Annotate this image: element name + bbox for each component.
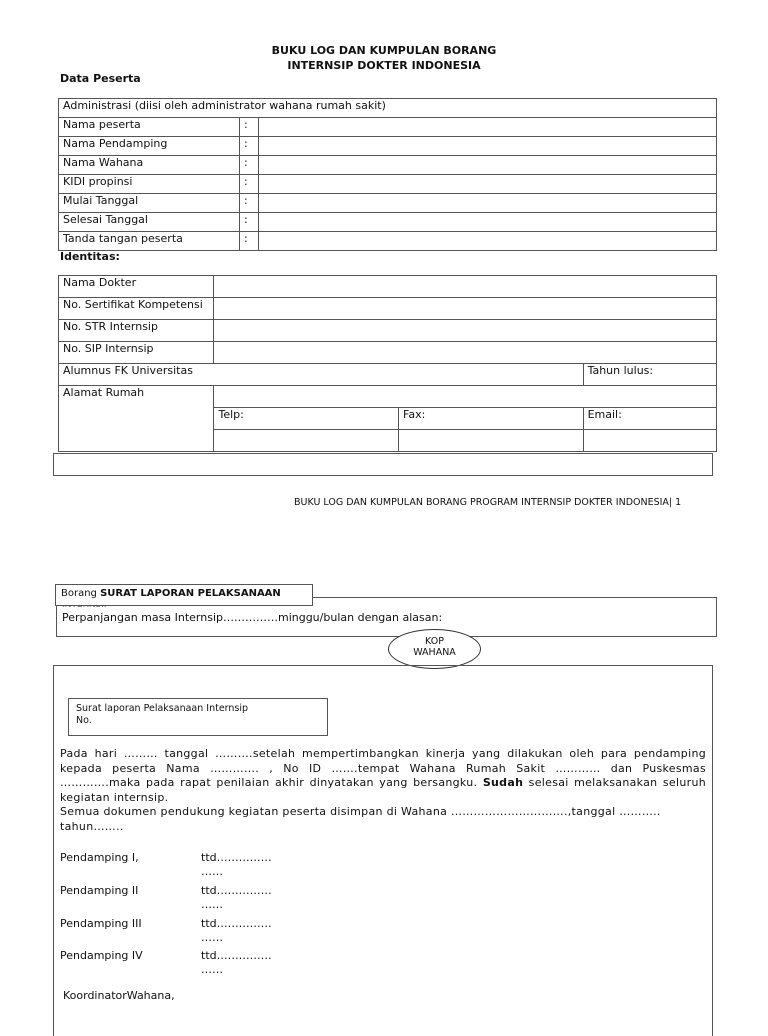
row-value-field[interactable] [259, 118, 717, 137]
surat-box-line2: No. [76, 715, 92, 726]
pendamping-ttd: ttd…………… [201, 949, 272, 962]
surat-laporan-box [68, 698, 328, 736]
koordinator-label: KoordinatorWahana, [63, 989, 175, 1002]
telp-field[interactable] [214, 430, 399, 452]
row-label: No. SIP Internsip [59, 342, 214, 364]
pendamping-ttd: ttd…………… [201, 884, 272, 897]
row-separator: : [240, 156, 259, 175]
borang-title: SURAT LAPORAN PELAKSANAAN [100, 588, 281, 599]
table-row [59, 276, 717, 298]
email-label: Email: [583, 408, 716, 430]
alamat-label: Alamat Rumah [59, 386, 214, 452]
row-label: Selesai Tanggal [59, 213, 240, 232]
pendamping-label: Pendamping IV [60, 949, 143, 962]
email-field[interactable] [583, 430, 716, 452]
row-label: Tanda tangan peserta [59, 232, 240, 251]
page-footer: BUKU LOG DAN KUMPULAN BORANG PROGRAM INTERNSIP DOKTER INDONESIA| 1 [294, 497, 682, 508]
kop-wahana-oval [388, 629, 481, 669]
table-row [59, 213, 717, 232]
row-label: Nama Wahana [59, 156, 240, 175]
row-separator: : [240, 175, 259, 194]
telp-label: Telp: [214, 408, 399, 430]
row-label: No. STR Internsip [59, 320, 214, 342]
document-title-line1: BUKU LOG DAN KUMPULAN BORANG [271, 44, 497, 57]
admin-row: Administrasi (diisi oleh administrator wahana rumah sakit) [59, 99, 717, 118]
table-row [59, 232, 717, 251]
row-value-field[interactable] [259, 137, 717, 156]
row-value-field[interactable] [214, 298, 717, 320]
row-value-field[interactable] [259, 213, 717, 232]
row-label: Nama Pendamping [59, 137, 240, 156]
pendamping-ttd: ttd…………… [201, 917, 272, 930]
empty-box [53, 453, 713, 476]
document-title-line2: INTERNSIP DOKTER INDONESIA [287, 59, 481, 72]
perpanjangan-text: Perpanjangan masa Internsip……………minggu/bulan dengan alasan: [62, 611, 443, 624]
data-peserta-heading: Data Peserta [60, 72, 141, 85]
paragraph-line: kepada peserta Nama …………. , No ID …….tempat Wahana Rumah Sakit ………… dan Puskesmas [60, 761, 706, 775]
table-row [59, 364, 717, 386]
table-row [59, 175, 717, 194]
table-row [59, 194, 717, 213]
identitas-table [58, 275, 717, 452]
row-separator: : [240, 232, 259, 251]
kop-line2: WAHANA [413, 647, 456, 658]
pendamping-dots: …… [201, 931, 223, 944]
paragraph-line: tahun…….. [60, 819, 124, 833]
row-label: KIDI propinsi [59, 175, 240, 194]
borang-prefix: Borang [61, 588, 101, 599]
identitas-heading: Identitas: [60, 250, 120, 263]
table-row [59, 118, 717, 137]
pendamping-label: Pendamping II [60, 884, 139, 897]
paragraph-line: Semua dokumen pendukung kegiatan peserta disimpan di Wahana ………………………….,tanggal ……….. [60, 805, 661, 818]
row-label: Nama peserta [59, 118, 240, 137]
borang-title-box [55, 584, 313, 606]
alamat-field[interactable] [214, 386, 717, 408]
row-label: No. Sertifikat Kompetensi [59, 298, 214, 320]
row-value-field[interactable] [259, 156, 717, 175]
table-row [59, 298, 717, 320]
row-value-field[interactable] [259, 194, 717, 213]
row-label: Mulai Tanggal [59, 194, 240, 213]
row-separator: : [240, 213, 259, 232]
row-label: Nama Dokter [59, 276, 214, 298]
row-value-field[interactable] [214, 342, 717, 364]
row-value-field[interactable] [259, 175, 717, 194]
row-separator: : [240, 194, 259, 213]
tahun-lulus-label: Tahun lulus: [583, 364, 716, 386]
row-value-field[interactable] [259, 232, 717, 251]
row-value-field[interactable] [214, 276, 717, 298]
pendamping-label: Pendamping III [60, 917, 142, 930]
surat-box-line1: Surat laporan Pelaksanaan Internsip [76, 703, 249, 714]
pendamping-label: Pendamping I, [60, 851, 139, 864]
data-peserta-table [58, 98, 717, 251]
table-row [59, 137, 717, 156]
alumnus-label: Alumnus FK Universitas [59, 364, 584, 386]
paragraph-line: Pada hari ……… tanggal ……….setelah mempertimbangkan kinerja yang dilakukan oleh para pendamping [60, 747, 706, 760]
table-row [59, 386, 717, 408]
table-row [59, 320, 717, 342]
paragraph-line: kegiatan internsip. [60, 790, 169, 804]
table-row [59, 156, 717, 175]
fax-field[interactable] [399, 430, 584, 452]
pendamping-dots: …… [201, 898, 223, 911]
kop-line1: KOP [425, 636, 444, 647]
paragraph-line: ………….maka pada rapat penilaian akhir dinyatakan yang bersangku. Sudah selesai melaksanakan seluruh [60, 776, 706, 789]
row-separator: : [240, 137, 259, 156]
table-row [59, 342, 717, 364]
pendamping-ttd: ttd…………… [201, 851, 272, 864]
letter-paragraph [60, 747, 706, 834]
row-value-field[interactable] [214, 320, 717, 342]
pendamping-dots: …… [201, 865, 223, 878]
row-separator: : [240, 118, 259, 137]
pendamping-dots: …… [201, 963, 223, 976]
fax-label: Fax: [399, 408, 584, 430]
